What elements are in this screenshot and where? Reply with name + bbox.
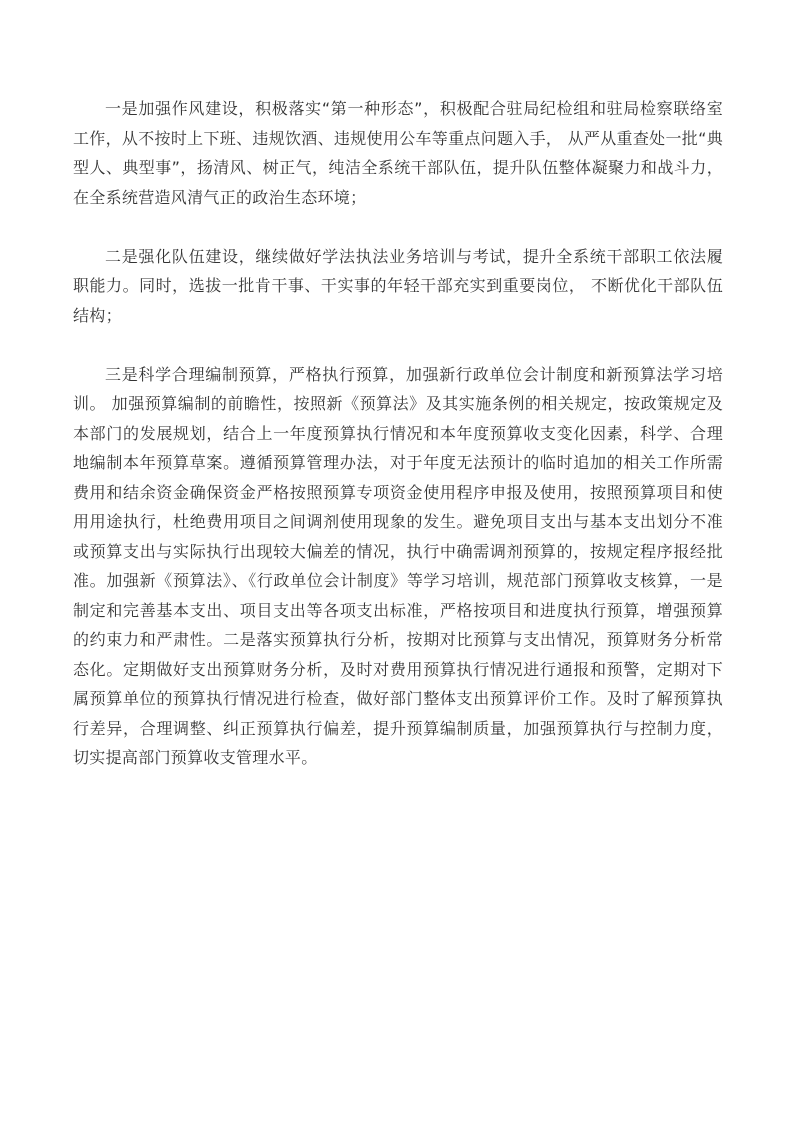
paragraph-spacer bbox=[73, 330, 723, 360]
paragraph-work-style: 一是加强作风建设，积极落实“第一种形态”，积极配合驻局纪检组和驻局检察联络室工作，从不按时上下班、违规饮酒、违规使用公车等重点问题入手， 从严从重查处一批“典型人、典型事”，扬清风、树正气，纯洁全系统干部队伍，提升队伍整体凝聚力和战斗力，在全系统营造风清气正的政治生态环境； bbox=[73, 99, 723, 207]
paragraph-budget: 三是科学合理编制预算，严格执行预算，加强新行政单位会计制度和新预算法学习培训。 加强预算编制的前瞻性，按照新《预算法》及其实施条例的相关规定，按政策规定及本部门的发展规划，结合上一年度预算执行情况和本年度预算收支变化因素，科学、合理地编制本年预算草案。遵循预算管理办法，对于年度无法预计的临时追加的相关工作所需费用和结余资金确保资金严格按照预算专项资金使用程序申报及使用，按照预算项目和使用用途执行，杜绝费用项目之间调剂使用现象的发生。避免项目支出与基本支出划分不准或预算支出与实际执行出现较大偏差的情况，执行中确需调剂预算的，按规定程序报经批准。加强新《预算法》、《行政单位会计制度》等学习培训，规范部门预算收支核算，一是制定和完善基本支出、项目支出等各项支出标准，严格按项目和进度执行预算，增强预算的约束力和严肃性。二是落实预算执行分析，按期对比预算与支出情况，预算财务分析常态化。定期做好支出预算财务分析，及时对费用预算执行情况进行通报和预警，定期对下属预算单位的预算执行情况进行检查，做好部门整体支出预算评价工作。及时了解预算执行差异，合理调整、纠正预算执行偏差，提升预算编制质量，加强预算执行与控制力度，切实提高部门预算收支管理水平。 bbox=[73, 364, 723, 767]
document-page bbox=[73, 94, 723, 773]
paragraph-spacer bbox=[73, 212, 723, 242]
paragraph-team-building: 二是强化队伍建设，继续做好学法执法业务培训与考试，提升全系统干部职工依法履职能力。同时，选拔一批肯干事、干实事的年轻干部充实到重要岗位， 不断优化干部队伍结构； bbox=[73, 246, 723, 325]
